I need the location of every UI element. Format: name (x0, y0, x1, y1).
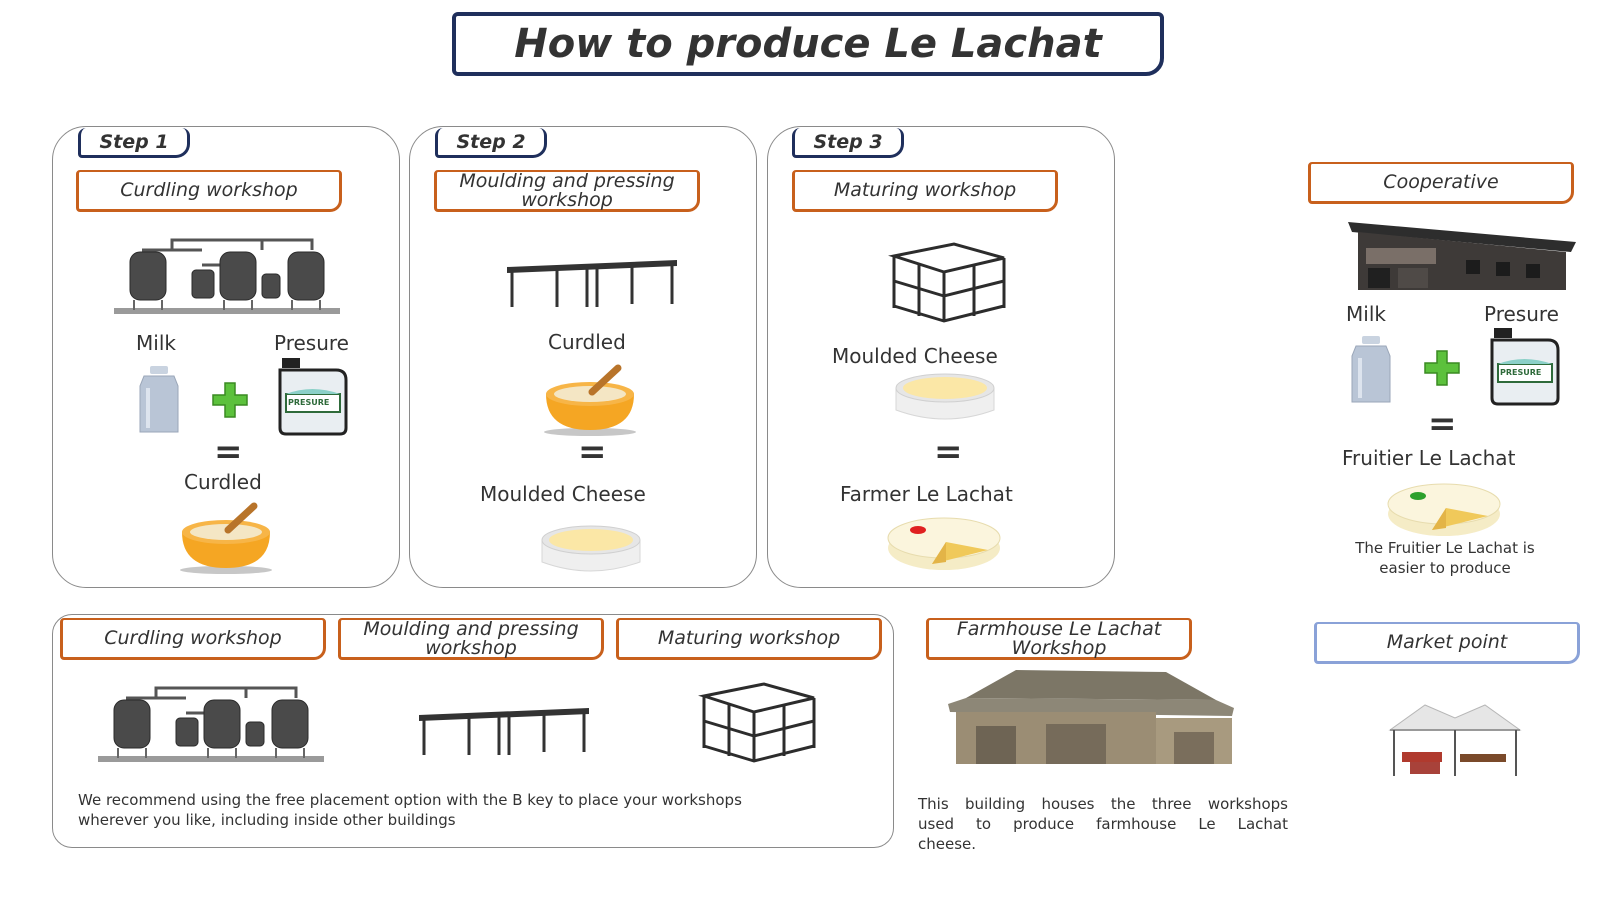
step-1-presure-label: Presure (274, 331, 349, 355)
curd-pot-icon (176, 500, 276, 575)
cooperative-box (1308, 162, 1574, 204)
farmer-cheese-icon (884, 514, 1004, 574)
presure-jug-icon (1488, 326, 1562, 406)
farmhouse-note-line3: cheese. (918, 835, 977, 853)
curdler-machine-icon (96, 678, 326, 768)
curd-pot-icon (540, 362, 640, 437)
market-tent-icon (1380, 700, 1530, 780)
cooperative-building-icon (1346, 212, 1576, 292)
step-1-equals: = (214, 432, 243, 472)
bottom-curdling-label: Curdling workshop (104, 627, 282, 649)
step-3-workshop-label: Maturing workshop (833, 179, 1017, 201)
bottom-moulding-box (338, 618, 604, 660)
market-point-box (1314, 622, 1580, 664)
presure-jug-text: PRESURE (288, 398, 330, 407)
step-1-workshop-box (76, 170, 342, 212)
farmhouse-label-line2: Workshop (1011, 636, 1107, 659)
step-2-workshop-label-line2: workshop (521, 188, 613, 211)
bottom-note-line2: wherever you like, including inside other buildings (78, 811, 456, 829)
milk-can-icon (1346, 334, 1396, 404)
coop-note (1330, 538, 1560, 578)
farmhouse-label-line1: Farmhouse Le Lachat (956, 617, 1162, 640)
step-2-tab-label: Step 2 (456, 130, 526, 153)
farmhouse-note (918, 794, 1288, 854)
plus-icon (210, 380, 250, 420)
bottom-curdling-box (60, 618, 326, 660)
step-1-milk-label: Milk (136, 331, 176, 355)
step-2-equals: = (578, 432, 607, 472)
cooperative-label: Cooperative (1383, 171, 1499, 193)
market-point-label: Market point (1386, 631, 1508, 653)
step-2-tab (435, 128, 547, 158)
plus-icon (1422, 348, 1462, 388)
curdler-machine-icon (112, 230, 342, 320)
pressing-tables-icon (414, 700, 594, 760)
step-2-input-label: Curdled (548, 330, 626, 354)
step-1-tab (78, 128, 190, 158)
step-2-workshop-label-line1: Moulding and pressing (459, 169, 675, 192)
farmhouse-building-icon (946, 668, 1236, 768)
page-title: How to produce Le Lachat (514, 21, 1102, 67)
farmhouse-note-line2: used to produce farmhouse Le Lachat (918, 815, 1288, 833)
step-2-output-label: Moulded Cheese (480, 482, 646, 506)
fruitier-cheese-icon (1384, 480, 1504, 540)
cheese-mould-icon (536, 522, 646, 577)
bottom-maturing-box (616, 618, 882, 660)
step-3-equals: = (934, 432, 963, 472)
presure-jug-icon (276, 356, 350, 436)
coop-note-line1: The Fruitier Le Lachat is (1355, 539, 1535, 557)
presure-jug-text: PRESURE (1500, 368, 1542, 377)
step-3-input-label: Moulded Cheese (832, 344, 998, 368)
milk-can-icon (134, 364, 184, 434)
title-banner (452, 12, 1164, 76)
maturing-shelf-icon (884, 236, 1014, 326)
bottom-moulding-label-line1: Moulding and pressing (363, 617, 579, 640)
step-3-tab-label: Step 3 (813, 130, 883, 153)
step-1-output-label: Curdled (184, 470, 262, 494)
step-3-output-label: Farmer Le Lachat (840, 482, 1013, 506)
step-3-tab (792, 128, 904, 158)
bottom-note-line1: We recommend using the free placement option with the B key to place your workshops (78, 791, 742, 809)
coop-note-line2: easier to produce (1379, 559, 1511, 577)
step-2-workshop-box (434, 170, 700, 212)
coop-milk-label: Milk (1346, 302, 1386, 326)
farmhouse-box (926, 618, 1192, 660)
step-1-tab-label: Step 1 (99, 130, 169, 153)
bottom-moulding-label-line2: workshop (425, 636, 517, 659)
bottom-note (78, 790, 742, 830)
maturing-shelf-icon (694, 676, 824, 766)
farmhouse-note-line1: This building houses the three workshops (918, 795, 1288, 813)
coop-output-label: Fruitier Le Lachat (1342, 446, 1516, 470)
step-1-workshop-label: Curdling workshop (120, 179, 298, 201)
cheese-mould-icon (890, 370, 1000, 425)
step-3-workshop-box (792, 170, 1058, 212)
coop-equals: = (1428, 404, 1457, 444)
pressing-tables-icon (502, 252, 682, 312)
bottom-maturing-label: Maturing workshop (657, 627, 841, 649)
coop-presure-label: Presure (1484, 302, 1559, 326)
